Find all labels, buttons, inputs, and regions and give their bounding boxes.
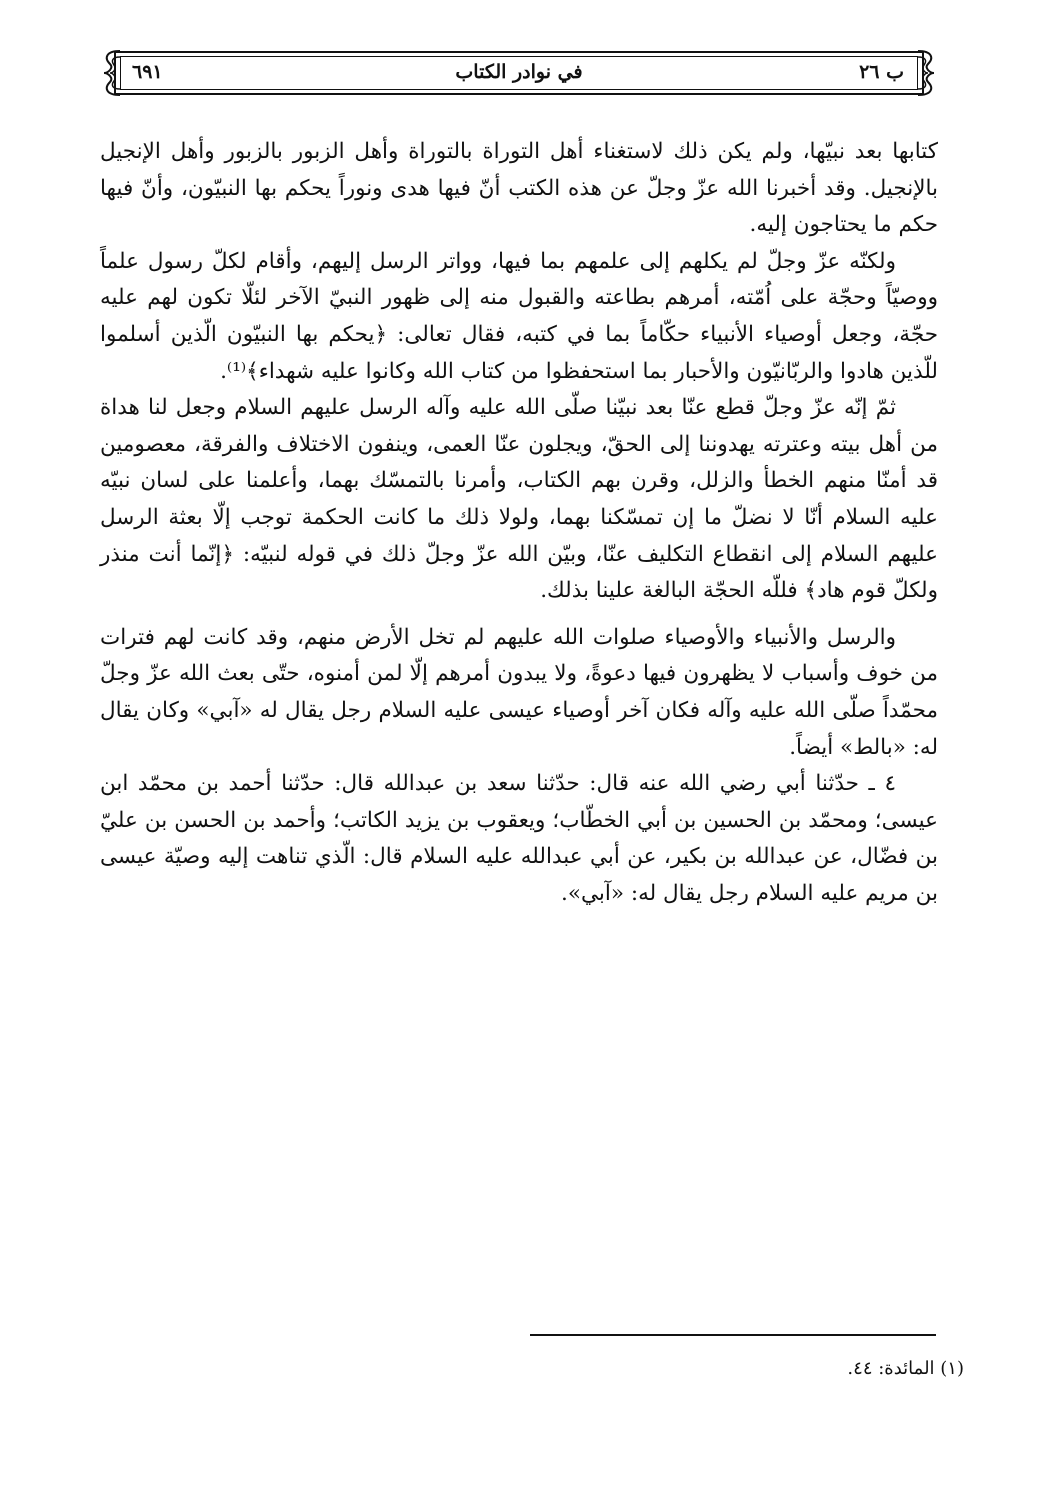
running-title: في نوادر الكتاب bbox=[455, 61, 583, 83]
section-reference: ب ٢٦ bbox=[859, 61, 904, 83]
paragraph: ٤ ـ حدّثنا أبي رضي الله عنه قال: حدّثنا سعد بن عبدالله قال: حدّثنا أحمد بن محمّد ابن عيسى؛ ومحمّد بن الحسين بن أبي الخطّاب؛ ويعقوب بن يزيد الكاتب؛ وأحمد بن الحسن بن عليّ بن فضّال، عن عبدالله بن بكير، عن أبي عبدالله عليه السلام قال: الّذي تناهت إليه وصيّة عيسى بن مريم عليه السلام رجل يقال له: «آبي». bbox=[100, 771, 938, 906]
running-header bbox=[100, 48, 938, 98]
page-number: ٦٩١ bbox=[132, 61, 163, 83]
main-text bbox=[100, 134, 938, 912]
paragraph: كتابها بعد نبيّها، ولم يكن ذلك لاستغناء أهل التوراة بالتوراة وأهل الزبور بالزبور وأهل الإنجيل بالإنجيل. وقد أخبرنا الله عزّ وجلّ عن هذه الكتب أنّ فيها هدى ونوراً يحكم بها النبيّون، وأنّ فيها حكم ما يحتاجون إليه. bbox=[100, 139, 938, 238]
footnote-separator bbox=[530, 1334, 936, 1336]
paragraph: والرسل والأنبياء والأوصياء صلوات الله عليهم لم تخل الأرض منهم، وقد كانت لهم فترات من خوف وأسباب لا يظهرون فيها دعوةً، ولا يبدون أمرهم إلّا لمن أمنوه، حتّى بعث الله عزّ وجلّ محمّداً صلّى الله عليه وآله فكان آخر أوصياء عيسى عليه السلام رجل يقال له «آبي» وكان يقال له: «بالط» أيضاً. bbox=[100, 624, 938, 760]
paragraph: ولكنّه عزّ وجلّ لم يكلهم إلى علمهم بما فيها، وواتر الرسل إليهم، وأقام لكلّ رسول علماً ووصيّاً وحجّة على اُمّته، أمرهم بطاعته والقبول منه إلى ظهور النبيّ الآخر لئلّا تكون لهم عليه حجّة، وجعل أوصياء الأنبياء حكّاماً بما في كتبه، فقال تعالى: ﴿يحكم بها النبيّون الّذين أسلموا للّذين هادوا والربّانيّون والأحبار بما استحفظوا من كتاب الله وكانوا عليه شهداء﴾⁽¹⁾. bbox=[100, 248, 938, 384]
footnote: (١) المائدة: ٤٤. bbox=[847, 1358, 964, 1379]
paragraph: ثمّ إنّه عزّ وجلّ قطع عنّا بعد نبيّنا صلّى الله عليه وآله الرسل عليهم السلام وجعل لنا هداة من أهل بيته وعترته يهدوننا إلى الحقّ، ويجلون عنّا العمى، وينفون الاختلاف والفرقة، معصومين قد أمنّا منهم الخطأ والزلل، وقرن بهم الكتاب، وأمرنا بالتمسّك بهما، وأعلمنا على لسان نبيّه عليه السلام أنّا لا نضلّ ما إن تمسّكنا بهما، ولولا ذلك ما كانت الحكمة توجب إلّا بعثة الرسل عليهم السلام إلى انقطاع التكليف عنّا، وبيّن الله عزّ وجلّ ذلك في قوله لنبيّه: ﴿إنّما أنت منذر ولكلّ قوم هاد﴾ فللّه الحجّة البالغة علينا بذلك. bbox=[100, 395, 938, 604]
